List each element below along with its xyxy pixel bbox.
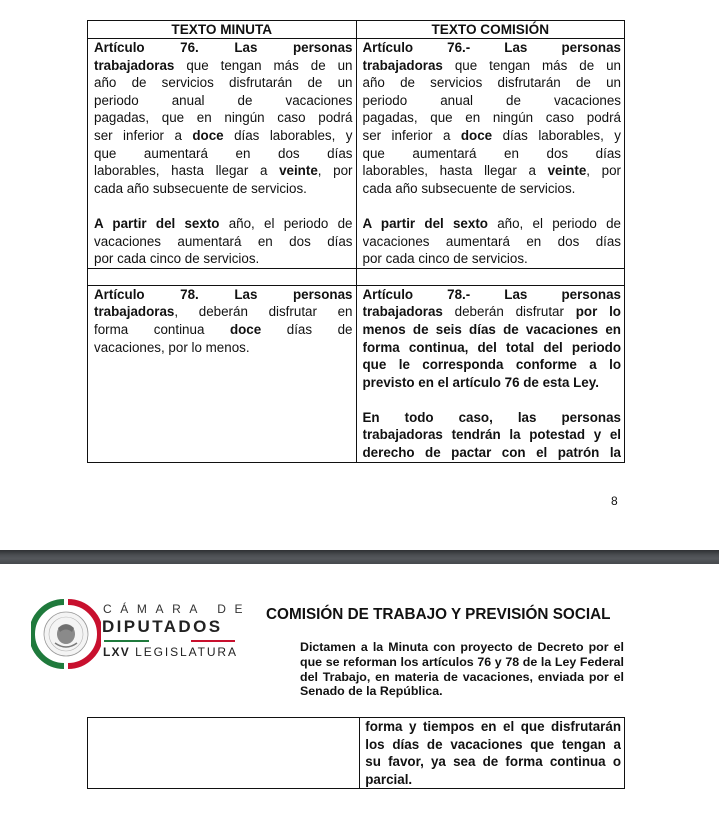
text: laborables, hasta llegar a bbox=[362, 163, 548, 179]
text: ser inferior a bbox=[94, 127, 193, 143]
line: que le corresponda conforme a lo bbox=[362, 357, 621, 373]
word: personas bbox=[561, 286, 621, 302]
paragraph-gap bbox=[94, 197, 353, 215]
table-header-row bbox=[88, 21, 625, 39]
cell-comision-art76 bbox=[356, 39, 625, 269]
cell-minuta-empty bbox=[88, 718, 360, 789]
table-row-article-78 bbox=[88, 285, 625, 462]
bold-text: doce bbox=[192, 127, 224, 143]
comparison-table bbox=[87, 20, 625, 463]
line bbox=[94, 321, 353, 339]
bold-text: por lo bbox=[575, 304, 621, 320]
text: forma continua bbox=[94, 321, 230, 337]
header-texto-comision: TEXTO COMISIÓN bbox=[356, 21, 625, 39]
paragraph-gap bbox=[363, 197, 622, 215]
line: forma continua, del total del periodo bbox=[362, 339, 621, 355]
text: deberán disfrutar bbox=[442, 304, 576, 320]
line: año de servicios disfrutarán de un bbox=[94, 75, 353, 91]
cell-minuta-art76 bbox=[88, 39, 357, 269]
word: personas bbox=[292, 40, 353, 55]
text: laborables, hasta llegar a bbox=[94, 163, 280, 179]
paragraph-gap bbox=[363, 391, 622, 409]
line bbox=[94, 303, 353, 321]
word: personas bbox=[292, 286, 353, 302]
text: ser inferior a bbox=[362, 127, 461, 143]
commission-title: COMISIÓN DE TRABAJO Y PREVISIÓN SOCIAL bbox=[266, 606, 611, 623]
bold-text: trabajadoras bbox=[94, 304, 175, 320]
line: vacaciones, por lo menos. bbox=[94, 339, 250, 355]
line bbox=[94, 39, 353, 57]
comparison-table-continued bbox=[87, 717, 625, 789]
line: derecho de pactar con el patrón la bbox=[362, 445, 621, 461]
word: 76. bbox=[180, 40, 199, 55]
line: por cada cinco de servicios. bbox=[362, 251, 528, 267]
word: Artículo bbox=[94, 286, 145, 302]
word: personas bbox=[561, 40, 621, 55]
line bbox=[94, 286, 353, 304]
line: año de servicios disfrutarán de un bbox=[362, 75, 621, 91]
bold-text: trabajadoras bbox=[362, 304, 443, 320]
text: año, el periodo de bbox=[487, 215, 621, 231]
cell-comision-art78 bbox=[356, 285, 625, 462]
logo-legislatura bbox=[103, 645, 238, 659]
text: que tengan más de un bbox=[174, 57, 353, 73]
line: trabajadoras tendrán la potestad y el bbox=[362, 427, 621, 443]
text: días laborables, y bbox=[492, 127, 621, 143]
word: Las bbox=[234, 286, 258, 302]
table-row-article-76 bbox=[88, 39, 625, 269]
table-row-empty bbox=[88, 268, 625, 285]
word: Artículo bbox=[362, 286, 414, 302]
text: , deberán disfrutar en bbox=[174, 304, 353, 320]
text: año, el periodo de bbox=[219, 215, 353, 231]
line bbox=[363, 39, 622, 57]
line: parcial. bbox=[365, 771, 413, 787]
logo-red-bar bbox=[191, 640, 235, 642]
word: En bbox=[362, 409, 380, 425]
dictamen-subtitle: Dictamen a la Minuta con proyecto de Decreto por el que se reforman los artículos 76 y 78 de la Ley Federal del Trabajo, en materia de vacaciones, enviada por el Senado de la República. bbox=[300, 640, 624, 699]
cell-minuta-art78 bbox=[88, 285, 357, 462]
page-separator bbox=[0, 550, 719, 564]
line: periodo anual de vacaciones bbox=[362, 92, 621, 108]
line: su favor, ya sea de forma continua o bbox=[365, 754, 621, 770]
word: 76.- bbox=[447, 40, 471, 55]
empty-cell bbox=[356, 268, 625, 285]
line: menos de seis días de vacaciones en bbox=[362, 321, 621, 337]
line: vacaciones aumentará en dos días bbox=[94, 233, 353, 249]
table-row-continuation bbox=[88, 718, 625, 789]
logo-green-bar bbox=[104, 640, 149, 642]
line: pagadas, que en ningún caso podrá bbox=[94, 110, 353, 126]
line bbox=[363, 215, 622, 233]
bold-text: veinte bbox=[547, 163, 587, 179]
bold-text: trabajadoras bbox=[94, 57, 175, 73]
line bbox=[94, 162, 353, 180]
header-texto-minuta: TEXTO MINUTA bbox=[88, 21, 357, 39]
line bbox=[363, 409, 622, 427]
line bbox=[94, 57, 353, 75]
logo-legislatura-text: LEGISLATURA bbox=[129, 645, 238, 659]
word: Las bbox=[504, 40, 528, 55]
word: Artículo bbox=[362, 40, 414, 55]
logo-camara-de: CÁMARA DE bbox=[103, 602, 252, 616]
word: Artículo bbox=[94, 40, 145, 55]
line: periodo anual de vacaciones bbox=[94, 92, 353, 108]
bold-text: A partir del sexto bbox=[94, 215, 220, 231]
line: por cada cinco de servicios. bbox=[94, 251, 260, 267]
line bbox=[94, 215, 353, 233]
line bbox=[363, 303, 622, 321]
line: vacaciones aumentará en dos días bbox=[362, 233, 621, 249]
line: cada año subsecuente de servicios. bbox=[362, 180, 576, 196]
line: pagadas, que en ningún caso podrá bbox=[362, 110, 621, 126]
line bbox=[94, 127, 353, 145]
word: Las bbox=[504, 286, 528, 302]
text: , por bbox=[586, 163, 621, 179]
text: que tengan más de un bbox=[442, 57, 621, 73]
bold-text: doce bbox=[229, 321, 262, 337]
logo-diputados: DIPUTADOS bbox=[102, 617, 223, 636]
line: que aumentará en dos días bbox=[94, 145, 353, 161]
word: las bbox=[517, 409, 537, 425]
word: 78.- bbox=[447, 286, 471, 302]
logo-lxv: LXV bbox=[103, 645, 130, 659]
empty-cell bbox=[88, 268, 357, 285]
word: Las bbox=[234, 40, 258, 55]
page-number: 8 bbox=[611, 494, 618, 508]
word: caso, bbox=[458, 409, 493, 425]
bold-text: A partir del sexto bbox=[362, 215, 488, 231]
line: los días de vacaciones que tengan a bbox=[365, 736, 621, 752]
bold-text: veinte bbox=[279, 163, 318, 179]
line bbox=[363, 286, 622, 304]
bold-text: trabajadoras bbox=[362, 57, 443, 73]
camara-diputados-seal-icon bbox=[31, 599, 101, 669]
text: , por bbox=[317, 163, 353, 179]
bold-text: doce bbox=[460, 127, 493, 143]
line bbox=[363, 127, 622, 145]
cell-comision-continuation bbox=[360, 718, 625, 789]
line: forma y tiempos en el que disfrutarán bbox=[365, 719, 621, 734]
text: días laborables, y bbox=[223, 127, 353, 143]
word: personas bbox=[561, 409, 621, 425]
line: previsto en el artículo 76 de esta Ley. bbox=[362, 374, 599, 390]
line: que aumentará en dos días bbox=[362, 145, 621, 161]
word: todo bbox=[404, 409, 434, 425]
text: días de bbox=[261, 321, 353, 337]
line bbox=[363, 162, 622, 180]
line bbox=[363, 57, 622, 75]
line: cada año subsecuente de servicios. bbox=[94, 180, 307, 196]
word: 78. bbox=[180, 286, 199, 302]
